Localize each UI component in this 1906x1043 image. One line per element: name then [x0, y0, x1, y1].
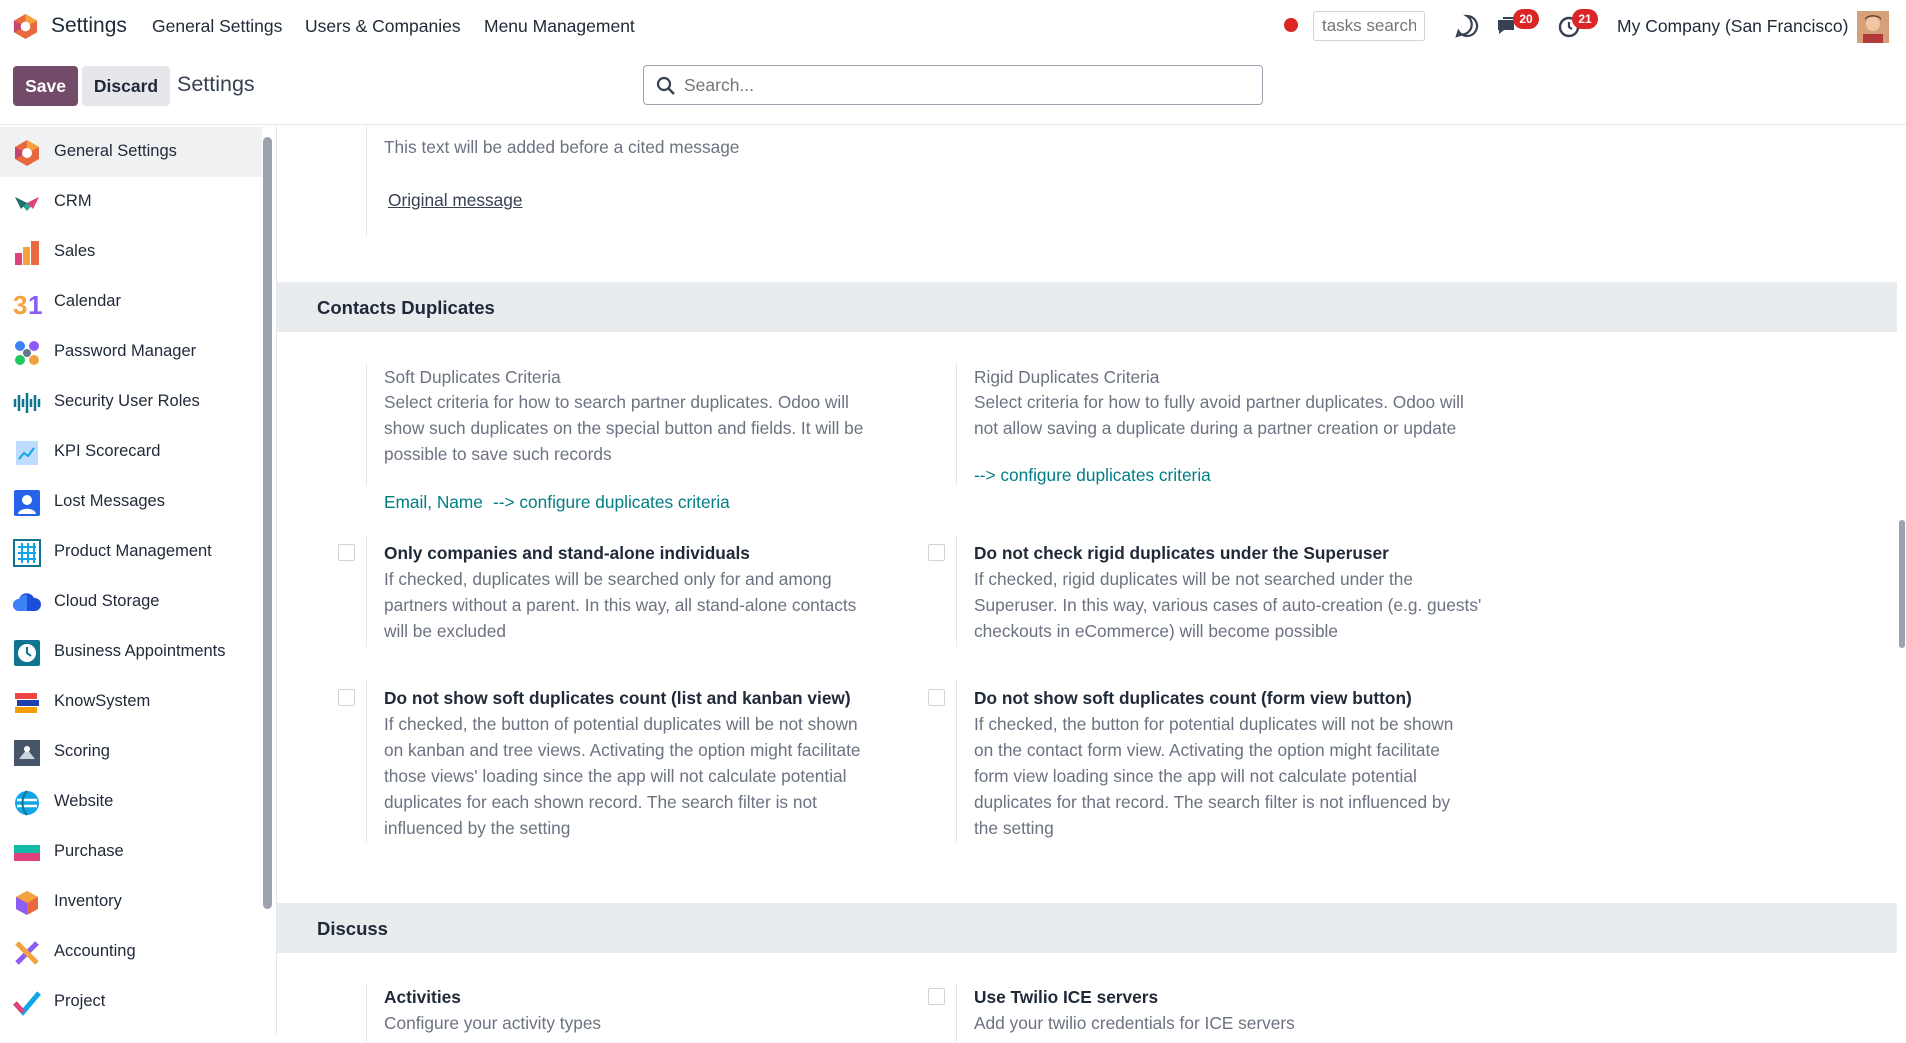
- soft-duplicates-desc-line: possible to save such records: [384, 444, 612, 464]
- sidebar-item-label: KnowSystem: [54, 692, 151, 710]
- only-companies-desc-line: If checked, duplicates will be searched only for and among: [384, 569, 832, 589]
- top-navbar: [0, 0, 1906, 52]
- no-rigid-superuser-desc-line: If checked, rigid duplicates will be not searched under the: [974, 569, 1414, 589]
- save-button[interactable]: Save: [13, 66, 78, 106]
- setting-divider: [366, 983, 367, 1043]
- setting-divider: [366, 363, 367, 486]
- hide-soft-count-form-desc-line: duplicates for that record. The search filter is not influenced by: [974, 792, 1451, 812]
- search-icon: [656, 76, 676, 96]
- activities-title: Activities: [384, 987, 461, 1007]
- hide-soft-count-list-desc-line: influenced by the setting: [384, 818, 571, 838]
- hide-soft-count-list-desc-line: duplicates for each shown record. The search filter is not: [384, 792, 817, 812]
- original-message-link[interactable]: Original message: [388, 190, 523, 210]
- odoo-settings-icon: [13, 139, 41, 167]
- sales-icon: [13, 239, 41, 267]
- sidebar-item-label: KPI Scorecard: [54, 442, 161, 460]
- sidebar-item-label: Website: [54, 792, 114, 810]
- breadcrumb: Settings: [177, 72, 255, 96]
- rigid-duplicates-title: Rigid Duplicates Criteria: [974, 367, 1160, 387]
- only-companies-title: Only companies and stand-alone individuals: [384, 543, 750, 563]
- sidebar-item-kpi-scorecard[interactable]: [0, 427, 262, 477]
- sidebar-item-purchase[interactable]: [0, 827, 262, 877]
- no-rigid-superuser-desc-line: Superuser. In this way, various cases of auto-creation (e.g. guests': [974, 595, 1482, 615]
- knowsystem-icon: [13, 689, 41, 717]
- section-title: Discuss: [317, 918, 388, 939]
- setting-divider: [366, 125, 367, 237]
- recording-indicator: [1284, 18, 1298, 32]
- configure-soft-criteria-link[interactable]: --> configure duplicates criteria: [493, 492, 730, 512]
- sidebar-item-calendar[interactable]: [0, 277, 262, 327]
- project-icon: [13, 989, 41, 1017]
- twilio-ice-title: Use Twilio ICE servers: [974, 987, 1159, 1007]
- odoo-settings-logo-icon[interactable]: [12, 13, 39, 40]
- no-rigid-superuser-checkbox[interactable]: [928, 544, 945, 561]
- cited-message-description: This text will be added before a cited message: [384, 137, 740, 157]
- sidebar-item-label: Inventory: [54, 892, 122, 910]
- sidebar-item-scoring[interactable]: [0, 727, 262, 777]
- hide-soft-count-form-desc-line: on the contact form view. Activating the option might facilitate: [974, 740, 1440, 760]
- svg-text:3: 3: [13, 290, 28, 320]
- section-title: Contacts Duplicates: [317, 297, 495, 318]
- sidebar-scrollbar[interactable]: [263, 137, 272, 909]
- security-roles-icon: [13, 389, 41, 417]
- soft-duplicates-title: Soft Duplicates Criteria: [384, 367, 561, 387]
- sidebar-item-label: Business Appointments: [54, 642, 226, 660]
- hide-soft-count-list-desc-line: on kanban and tree views. Activating the option might facilitate: [384, 740, 861, 760]
- scoring-icon: [13, 739, 41, 767]
- only-companies-desc-line: partners without a parent. In this way, all stand-alone contacts: [384, 595, 857, 615]
- tasks-search-input[interactable]: [1313, 11, 1425, 41]
- voip-phone-icon[interactable]: [1453, 12, 1481, 40]
- sidebar-item-crm[interactable]: [0, 177, 262, 227]
- setting-divider: [956, 535, 957, 647]
- sidebar-item-label: Security User Roles: [54, 392, 200, 410]
- sidebar-item-label: Scoring: [54, 742, 110, 760]
- setting-divider: [956, 983, 957, 1043]
- sidebar-item-business-appointments[interactable]: [0, 627, 262, 677]
- sidebar-item-label: Password Manager: [54, 342, 197, 360]
- section-contacts-duplicates: [277, 282, 1897, 332]
- settings-main-panel: [277, 125, 1897, 1034]
- hide-soft-count-form-desc-line: form view loading since the app will not calculate potential: [974, 766, 1417, 786]
- svg-text:1: 1: [28, 290, 43, 320]
- company-switcher[interactable]: My Company (San Francisco): [1617, 16, 1849, 36]
- sidebar-item-website[interactable]: [0, 777, 262, 827]
- soft-duplicates-desc-line: show such duplicates on the special button and fields. It will be: [384, 418, 864, 438]
- kpi-icon: [13, 439, 41, 467]
- sidebar-item-label: Accounting: [54, 942, 136, 960]
- menu-menu-management[interactable]: Menu Management: [484, 16, 635, 36]
- hide-soft-count-form-checkbox[interactable]: [928, 689, 945, 706]
- sidebar-item-accounting[interactable]: [0, 927, 262, 977]
- hide-soft-count-list-title: Do not show soft duplicates count (list and kanban view): [384, 688, 851, 708]
- sidebar-item-label: Project: [54, 992, 106, 1010]
- cloud-storage-icon: [13, 589, 41, 617]
- sidebar-item-label: Lost Messages: [54, 492, 165, 510]
- sidebar-item-label: Calendar: [54, 292, 121, 310]
- hide-soft-count-form-title: Do not show soft duplicates count (form view button): [974, 688, 1412, 708]
- app-name[interactable]: Settings: [51, 14, 127, 37]
- main-scrollbar[interactable]: [1899, 520, 1905, 648]
- hide-soft-count-list-desc-line: those views' loading since the app will not calculate potential: [384, 766, 847, 786]
- soft-duplicates-desc-line: Select criteria for how to search partner duplicates. Odoo will: [384, 392, 849, 412]
- sidebar-item-label: Cloud Storage: [54, 592, 160, 610]
- sidebar-item-inventory[interactable]: [0, 877, 262, 927]
- inventory-icon: [13, 889, 41, 917]
- calendar-icon: [13, 289, 43, 320]
- only-companies-desc-line: will be excluded: [384, 621, 506, 641]
- sidebar-item-sales[interactable]: [0, 227, 262, 277]
- sidebar-item-label: General Settings: [54, 142, 177, 160]
- user-avatar[interactable]: [1857, 11, 1889, 43]
- hide-soft-count-form-desc-line: the setting: [974, 818, 1054, 838]
- discard-button[interactable]: Discard: [82, 66, 170, 106]
- website-icon: [13, 789, 41, 817]
- sidebar-item-label: Sales: [54, 242, 96, 260]
- purchase-icon: [13, 839, 41, 867]
- hide-soft-count-list-checkbox[interactable]: [338, 689, 355, 706]
- accounting-icon: [13, 939, 41, 967]
- crm-icon: [13, 189, 41, 217]
- control-panel: [0, 52, 1906, 125]
- sidebar-item-label: Purchase: [54, 842, 124, 860]
- sidebar-item-password-manager[interactable]: [0, 327, 262, 377]
- rigid-duplicates-desc-line: not allow saving a duplicate during a partner creation or update: [974, 418, 1457, 438]
- sidebar-item-lost-messages[interactable]: [0, 477, 262, 527]
- twilio-ice-description: Add your twilio credentials for ICE servers: [974, 1013, 1295, 1033]
- sidebar-item-product-management[interactable]: [0, 527, 262, 577]
- setting-divider: [366, 535, 367, 647]
- sidebar-item-project[interactable]: [0, 977, 262, 1027]
- settings-search-box[interactable]: [643, 65, 1263, 105]
- messages-count-badge: 20: [1513, 9, 1539, 29]
- soft-criteria-value[interactable]: Email, Name: [384, 492, 483, 512]
- sidebar-item-label: Product Management: [54, 542, 212, 560]
- appointments-icon: [13, 639, 41, 667]
- no-rigid-superuser-desc-line: checkouts in eCommerce) will become possible: [974, 621, 1339, 641]
- activities-count-badge: 21: [1572, 9, 1598, 29]
- no-rigid-superuser-title: Do not check rigid duplicates under the Superuser: [974, 543, 1389, 563]
- sidebar-item-label: CRM: [54, 192, 92, 210]
- only-companies-checkbox[interactable]: [338, 544, 355, 561]
- sidebar-item-general-settings[interactable]: [0, 127, 262, 177]
- settings-sidebar: [0, 125, 262, 1034]
- hide-soft-count-list-desc-line: If checked, the button of potential duplicates will be not shown: [384, 714, 858, 734]
- setting-divider: [956, 363, 957, 486]
- hide-soft-count-form-desc-line: If checked, the button for potential duplicates will not be shown: [974, 714, 1454, 734]
- setting-divider: [956, 680, 957, 842]
- menu-general-settings[interactable]: General Settings: [152, 16, 283, 36]
- sidebar-item-knowsystem[interactable]: [0, 677, 262, 727]
- sidebar-item-security-user-roles[interactable]: [0, 377, 262, 427]
- configure-rigid-criteria-link[interactable]: --> configure duplicates criteria: [974, 465, 1211, 485]
- settings-search-input[interactable]: [684, 73, 1244, 97]
- twilio-ice-checkbox[interactable]: [928, 988, 945, 1005]
- menu-users-companies[interactable]: Users & Companies: [305, 16, 461, 36]
- lost-messages-icon: [13, 489, 41, 517]
- password-manager-icon: [13, 339, 41, 367]
- activities-description: Configure your activity types: [384, 1013, 602, 1033]
- rigid-duplicates-desc-line: Select criteria for how to fully avoid partner duplicates. Odoo will: [974, 392, 1464, 412]
- section-discuss: [277, 903, 1897, 953]
- setting-divider: [366, 680, 367, 842]
- sidebar-item-cloud-storage[interactable]: [0, 577, 262, 627]
- product-management-icon: [13, 539, 41, 567]
